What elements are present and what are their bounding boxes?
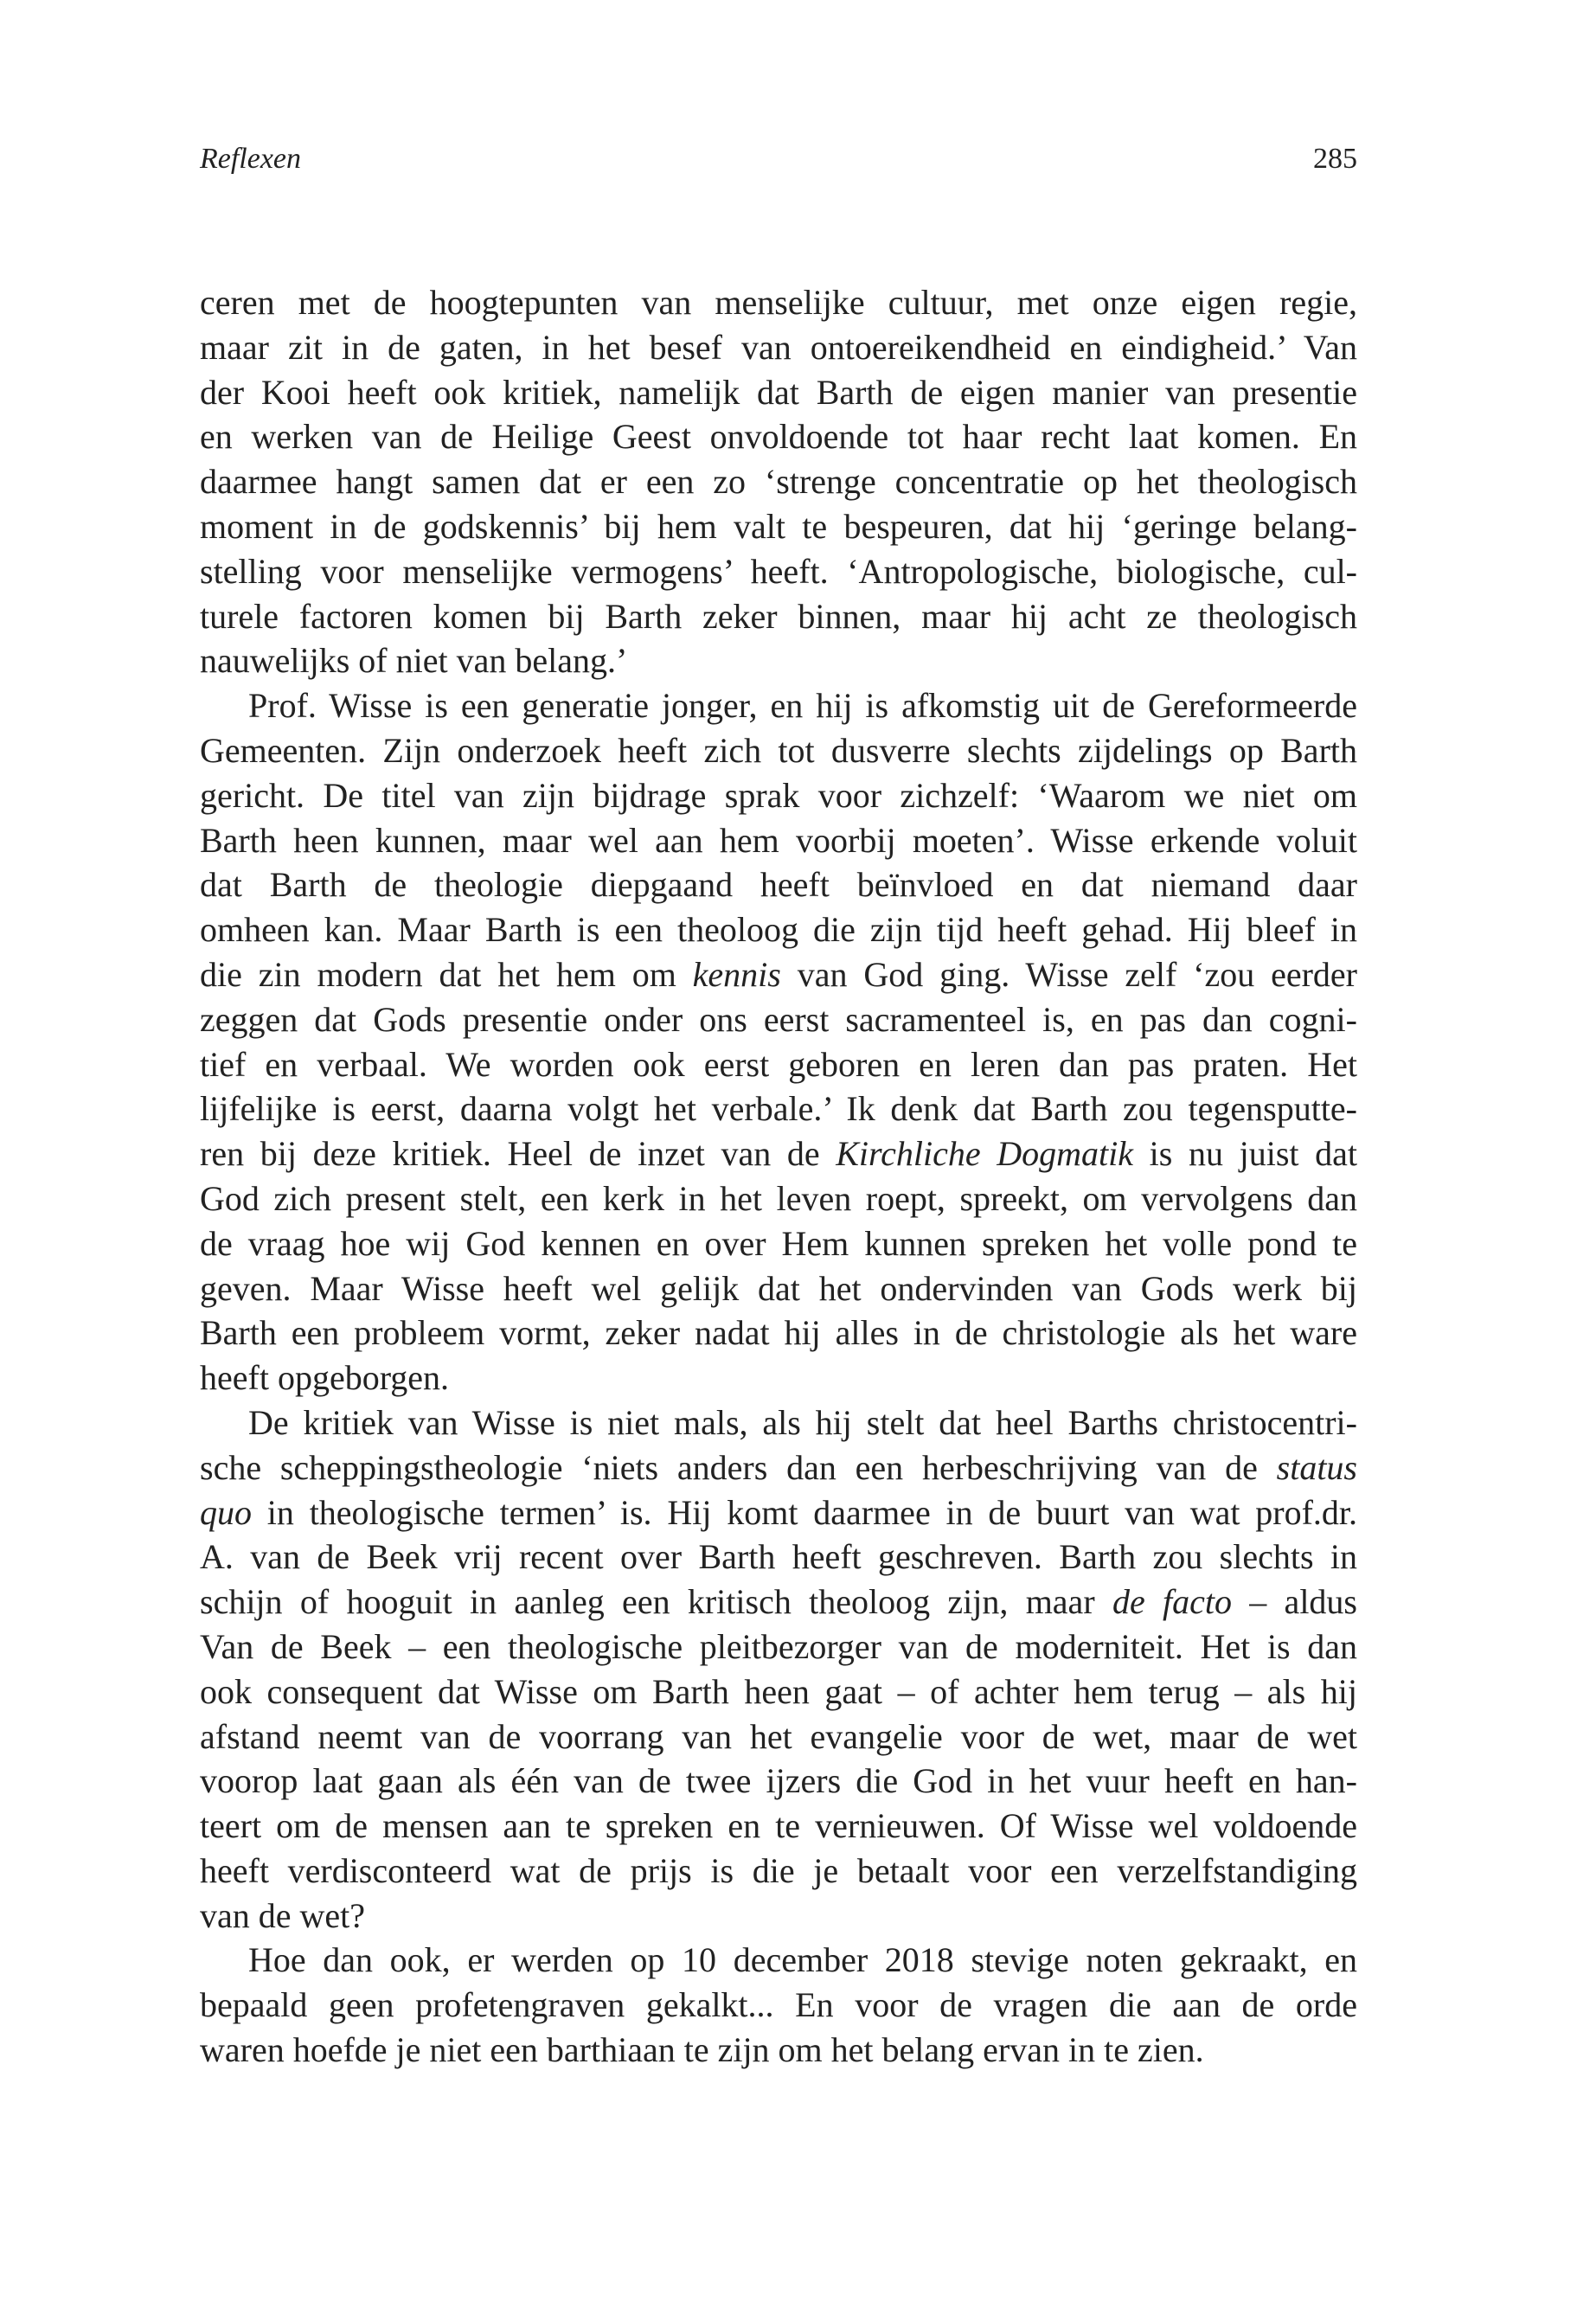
text-line: [200, 594, 1357, 639]
text-run: bepaald geen profetengraven gekalkt... En voor de vragen die aan de orde: [200, 1985, 1357, 2025]
text-run: De kritiek van Wisse is niet mals, als hij stelt dat heel Barths christocentri-: [248, 1402, 1357, 1442]
text-line: [200, 728, 1357, 773]
text-line: [200, 997, 1357, 1042]
text-line: [200, 370, 1357, 415]
paragraph: [200, 683, 1357, 1400]
text-run: Barth heen kunnen, maar wel aan hem voorbij moeten’. Wisse erkende voluit: [200, 820, 1357, 860]
text-run: schijn of hooguit in aanleg een kritisch theoloog zijn, maar: [200, 1582, 1112, 1622]
text-line: [200, 2028, 1357, 2073]
text-line: [200, 1042, 1357, 1087]
text-line: [200, 325, 1357, 370]
text-line: [200, 818, 1357, 863]
paragraph: [200, 1938, 1357, 2072]
paragraph: [200, 1400, 1357, 1939]
text-run: gericht. De titel van zijn bijdrage sprak voor zichzelf: ‘Waarom we niet om: [200, 775, 1357, 815]
text-run: en werken van de Heilige Geest onvoldoende tot haar recht laat komen. En: [200, 417, 1357, 457]
text-line: [200, 907, 1357, 952]
text-line: [200, 1131, 1357, 1176]
text-line: [200, 549, 1357, 594]
text-line: [200, 1311, 1357, 1356]
text-run: maar zit in de gaten, in het besef van ontoereikendheid en eindigheid.’ Van: [200, 327, 1357, 367]
text-run: ren bij deze kritiek. Heel de inzet van de: [200, 1134, 836, 1174]
text-line: [200, 1894, 1357, 1939]
text-line: [200, 1670, 1357, 1715]
text-line: [200, 1445, 1357, 1490]
text-line: [200, 1176, 1357, 1221]
text-run: voorop laat gaan als één van de twee ijzers die God in het vuur heeft en han-: [200, 1761, 1357, 1801]
text-run: tief en verbaal. We worden ook eerst geboren en leren dan pas praten. Het: [200, 1044, 1357, 1084]
text-run: afstand neemt van de voorrang van het evangelie voor de wet, maar de wet: [200, 1716, 1357, 1756]
text-run: dat Barth de theologie diepgaand heeft beïnvloed en dat niemand daar: [200, 865, 1357, 905]
text-run: Prof. Wisse is een generatie jonger, en hij is afkomstig uit de Gereformeerde: [248, 686, 1357, 726]
text-run: moment in de godskennis’ bij hem valt te bespeuren, dat hij ‘geringe belang-: [200, 506, 1357, 546]
emphasis: kennis: [692, 954, 781, 994]
running-title: Reflexen: [200, 143, 302, 175]
text-line: [200, 1983, 1357, 2028]
text-run: God zich present stelt, een kerk in het leven roept, spreekt, om vervolgens dan: [200, 1178, 1357, 1218]
text-line: [200, 1356, 1357, 1400]
text-run: de vraag hoe wij God kennen en over Hem kunnen spreken het volle pond te: [200, 1223, 1357, 1263]
text-run: turele factoren komen bij Barth zeker binnen, maar hij acht ze theologisch: [200, 596, 1357, 636]
text-line: [200, 1580, 1357, 1625]
text-run: waren hoefde je niet een barthiaan te zijn om het belang ervan in te zien.: [200, 2030, 1204, 2070]
paragraph: [200, 280, 1357, 683]
text-line: [200, 1715, 1357, 1759]
text-line: [200, 1266, 1357, 1311]
emphasis: de facto: [1112, 1582, 1232, 1622]
text-line: [200, 1625, 1357, 1670]
text-line: [200, 414, 1357, 459]
text-line: [200, 1759, 1357, 1804]
text-line: [200, 1535, 1357, 1580]
text-run: van de wet?: [200, 1895, 366, 1935]
text-run: Van de Beek – een theologische pleitbezorger van de moderniteit. Het is dan: [200, 1626, 1357, 1666]
text-run: is nu juist dat: [1133, 1134, 1358, 1174]
text-run: omheen kan. Maar Barth is een theoloog die zijn tijd heeft gehad. Hij bleef in: [200, 910, 1357, 950]
text-line: [200, 280, 1357, 325]
text-run: van God ging. Wisse zelf ‘zou eerder: [780, 954, 1357, 994]
text-line: [200, 952, 1357, 997]
text-line: [200, 1804, 1357, 1849]
text-line: [200, 1938, 1357, 1983]
page-number: 285: [1313, 143, 1357, 175]
text-run: zeggen dat Gods presentie onder ons eerst sacramenteel is, en pas dan cogni-: [200, 999, 1357, 1039]
emphasis: quo: [200, 1492, 252, 1532]
body-text: [200, 280, 1357, 2073]
text-run: in theologische termen’ is. Hij komt daarmee in de buurt van wat prof.dr.: [252, 1492, 1357, 1532]
text-line: [200, 459, 1357, 504]
text-run: heeft verdisconteerd wat de prijs is die je betaalt voor een verzelfstandiging: [200, 1850, 1357, 1890]
text-run: lijfelijke is eerst, daarna volgt het verbale.’ Ik denk dat Barth zou tegensputte-: [200, 1089, 1357, 1129]
text-run: – aldus: [1231, 1582, 1357, 1622]
emphasis: Kirchliche Dogmatik: [836, 1134, 1133, 1174]
text-run: Barth een probleem vormt, zeker nadat hij alles in de christologie als het ware: [200, 1313, 1357, 1353]
emphasis: status: [1276, 1447, 1357, 1487]
text-run: daarmee hangt samen dat er een zo ‘strenge concentratie op het theologisch: [200, 462, 1357, 502]
text-line: [200, 1221, 1357, 1266]
text-line: [200, 1400, 1357, 1445]
text-line: [200, 773, 1357, 818]
text-run: nauwelijks of niet van belang.’: [200, 641, 628, 681]
text-run: der Kooi heeft ook kritiek, namelijk dat Barth de eigen manier van presentie: [200, 372, 1357, 412]
text-run: sche scheppingstheologie ‘niets anders dan een herbeschrijving van de: [200, 1447, 1277, 1487]
text-run: geven. Maar Wisse heeft wel gelijk dat het ondervinden van Gods werk bij: [200, 1268, 1357, 1308]
text-line: [200, 683, 1357, 728]
text-line: [200, 638, 1357, 683]
text-run: Gemeenten. Zijn onderzoek heeft zich tot dusverre slechts zijdelings op Barth: [200, 730, 1357, 770]
text-run: stelling voor menselijke vermogens’ heeft. ‘Antropologische, biologische, cul-: [200, 551, 1357, 591]
text-run: ook consequent dat Wisse om Barth heen gaat – of achter hem terug – als hij: [200, 1671, 1357, 1711]
text-run: die zin modern dat het hem om: [200, 954, 693, 994]
text-run: A. van de Beek vrij recent over Barth heeft geschreven. Barth zou slechts in: [200, 1537, 1357, 1577]
text-run: Hoe dan ook, er werden op 10 december 2018 stevige noten gekraakt, en: [248, 1940, 1357, 1980]
text-line: [200, 862, 1357, 907]
text-run: ceren met de hoogtepunten van menselijke cultuur, met onze eigen regie,: [200, 283, 1357, 322]
text-line: [200, 504, 1357, 549]
running-head: [200, 138, 1357, 180]
text-run: teert om de mensen aan te spreken en te vernieuwen. Of Wisse wel voldoende: [200, 1806, 1357, 1846]
text-line: [200, 1086, 1357, 1131]
text-line: [200, 1490, 1357, 1535]
text-line: [200, 1849, 1357, 1894]
text-run: heeft opgeborgen.: [200, 1358, 450, 1398]
